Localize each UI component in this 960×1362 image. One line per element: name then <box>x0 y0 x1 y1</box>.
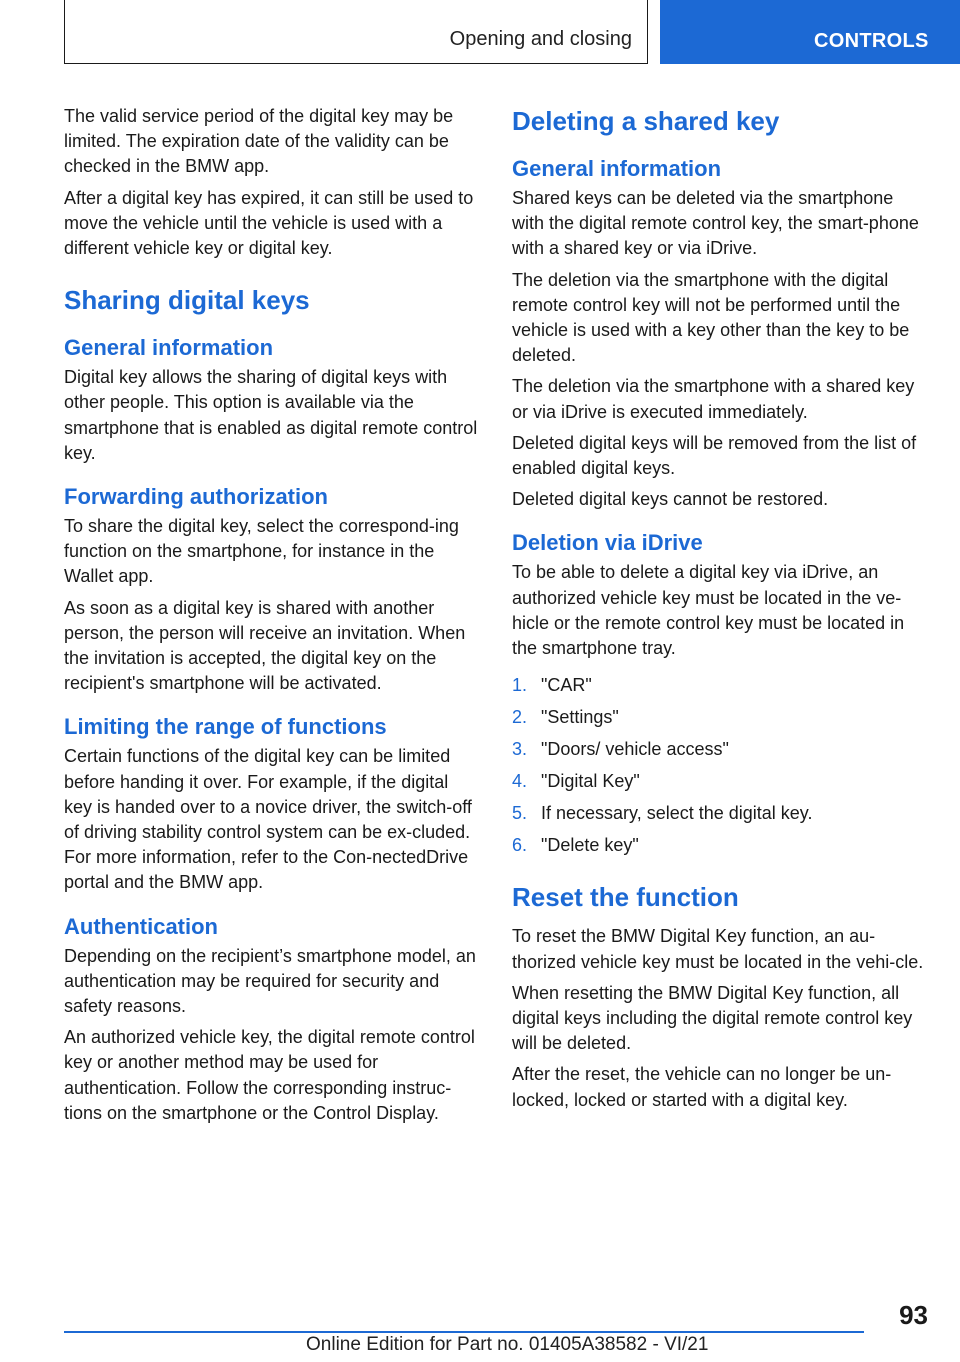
step-text: "CAR" <box>541 675 592 696</box>
heading-deletion-via-idrive: Deletion via iDrive <box>512 530 703 556</box>
step-text: "Doors/ vehicle access" <box>541 739 729 760</box>
heading-forwarding-authorization: Forwarding authorization <box>64 484 328 510</box>
footer-divider <box>64 1331 864 1333</box>
list-item <box>512 737 927 762</box>
heading-authentication: Authentication <box>64 913 218 939</box>
list-item <box>512 673 927 698</box>
paragraph-forwarding-2: As soon as a digital key is shared with another person, the person will receive an invitation. When the invitation is accepted, the digital key on the recipient's smartphone will be activated. <box>64 597 466 694</box>
paragraph-delete-5: Deleted digital keys cannot be restored. <box>512 489 829 510</box>
paragraph-authentication-2: An authorized vehicle key, the digital remote control key or another method may be used for authentication. Follow the corresponding instruc‐tions on the smartphone or the Control Display. <box>64 1027 475 1123</box>
step-number: 2. <box>512 707 528 728</box>
step-number: 3. <box>512 739 528 760</box>
paragraph-delete-1: Shared keys can be deleted via the smartphone with the digital remote control key, the smart‐phone with a shared key or via iDrive. <box>512 188 919 259</box>
paragraph-reset-2: When resetting the BMW Digital Key function, all digital keys including the digital remote control key will be deleted. <box>512 982 913 1054</box>
step-text: "Delete key" <box>541 835 639 856</box>
header-tab-label: CONTROLS <box>814 30 929 52</box>
paragraph-reset-3: After the reset, the vehicle can no longer be un‐locked, locked or started with a digital key. <box>512 1064 892 1110</box>
step-number: 1. <box>512 675 528 696</box>
list-item <box>512 801 927 826</box>
paragraph-limiting: Certain functions of the digital key can be limited before handing it over. For example, if the digital key is handed over to a novice driver, the switch-off of driving stability control system can be ex‐cluded. For more information, refer to the Con‐nectedDrive portal and the BMW app. <box>64 746 472 893</box>
footer-edition: Online Edition for Part no. 01405A38582 - VI/21 <box>306 1334 709 1355</box>
header-section-title: Opening and closing <box>449 28 632 50</box>
list-item <box>512 705 927 730</box>
page-number: 93 <box>899 1300 928 1330</box>
step-text: "Digital Key" <box>541 771 640 792</box>
heading-limiting-range: Limiting the range of functions <box>64 714 387 740</box>
left-column <box>64 104 479 1132</box>
step-text: If necessary, select the digital key. <box>541 803 813 824</box>
paragraph-validity: The valid service period of the digital key may be limited. The expiration date of the validity can be checked in the BMW app. <box>64 106 454 177</box>
paragraph-delete-4: Deleted digital keys will be removed from the list of enabled digital keys. <box>512 432 917 479</box>
heading-sharing-digital-keys: Sharing digital keys <box>64 285 310 316</box>
heading-deleting-shared-key: Deleting a shared key <box>512 106 780 136</box>
paragraph-forwarding-1: To share the digital key, select the correspond‐ing function on the smartphone, for instance in the Wallet app. <box>64 516 459 587</box>
heading-reset-function: Reset the function <box>512 882 739 913</box>
paragraph-delete-3: The deletion via the smartphone with a shared key or via iDrive is executed immediately. <box>512 376 915 422</box>
right-column <box>512 104 927 1119</box>
heading-general-information-left: General information <box>64 335 274 361</box>
step-text: "Settings" <box>541 707 619 728</box>
header-tab-controls[interactable] <box>660 0 960 64</box>
step-number: 6. <box>512 835 528 856</box>
paragraph-expired: After a digital key has expired, it can still be used to move the vehicle until the vehicle is used with a different vehicle key or digital key. <box>64 187 474 259</box>
steps-list <box>512 673 927 858</box>
paragraph-general-sharing: Digital key allows the sharing of digital keys with other people. This option is available via the smartphone that is enabled as digital remote control key. <box>64 367 478 463</box>
heading-general-information-right: General information <box>512 156 722 181</box>
paragraph-idrive: To be able to delete a digital key via iDrive, an authorized vehicle key must be located in the ve‐hicle or the remote control key must be located in the smartphone tray. <box>512 562 905 659</box>
paragraph-delete-2: The deletion via the smartphone with the digital remote control key will not be performed until the vehicle is used with a key other than the key to be deleted. <box>512 269 910 366</box>
list-item <box>512 769 927 794</box>
step-number: 5. <box>512 803 528 824</box>
paragraph-authentication-1: Depending on the recipient’s smartphone model, an authentication may be required for security and safety reasons. <box>64 945 476 1017</box>
list-item <box>512 833 927 858</box>
paragraph-reset-1: To reset the BMW Digital Key function, an au‐thorized vehicle key must be located in the vehi‐cle. <box>512 926 924 972</box>
step-number: 4. <box>512 771 528 792</box>
